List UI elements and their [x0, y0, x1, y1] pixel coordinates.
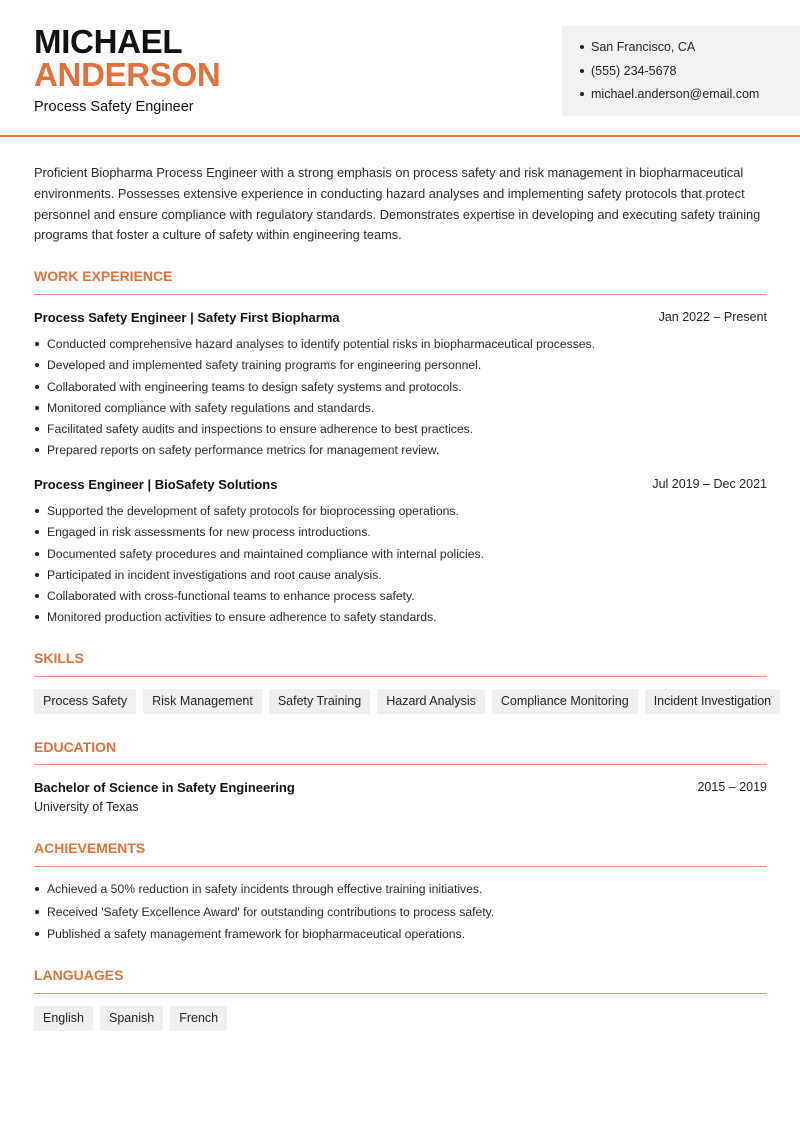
- job-title-2: Process Engineer | BioSafety Solutions: [34, 477, 278, 492]
- last-name: ANDERSON: [34, 56, 221, 93]
- skill-chip: Compliance Monitoring: [492, 689, 638, 714]
- education-date: 2015 – 2019: [697, 780, 767, 794]
- section-title-education: EDUCATION: [34, 739, 117, 755]
- job-bullets-1: [34, 335, 767, 463]
- skill-chip: Hazard Analysis: [377, 689, 485, 714]
- skills-list: [34, 689, 780, 714]
- list-item: Documented safety procedures and maintained compliance with internal policies.: [34, 545, 767, 566]
- job-bullets-2: [34, 502, 767, 630]
- section-divider: [34, 993, 767, 994]
- contact-location: San Francisco, CA: [580, 38, 800, 62]
- list-item: Published a safety management framework for biopharmaceutical operations.: [34, 925, 767, 948]
- skill-chip: Incident Investigation: [645, 689, 780, 714]
- section-divider: [34, 294, 767, 295]
- job-date-1: Jan 2022 – Present: [658, 310, 767, 324]
- section-divider: [34, 676, 767, 677]
- job-date-2: Jul 2019 – Dec 2021: [652, 477, 767, 491]
- first-name: MICHAEL: [34, 23, 183, 60]
- section-divider: [34, 866, 767, 867]
- languages-list: [34, 1006, 227, 1031]
- degree: Bachelor of Science in Safety Engineering: [34, 780, 295, 795]
- list-item: Monitored production activities to ensure adherence to safety standards.: [34, 608, 767, 629]
- list-item: Received 'Safety Excellence Award' for outstanding contributions to process safety.: [34, 903, 767, 926]
- language-chip: English: [34, 1006, 93, 1031]
- list-item: Conducted comprehensive hazard analyses to identify potential risks in biopharmaceutical processes.: [34, 335, 767, 356]
- section-title-achievements: ACHIEVEMENTS: [34, 840, 146, 856]
- contact-phone: (555) 234-5678: [580, 62, 800, 86]
- list-item: Collaborated with engineering teams to design safety systems and protocols.: [34, 378, 767, 399]
- skill-chip: Safety Training: [269, 689, 370, 714]
- list-item: Developed and implemented safety training programs for engineering personnel.: [34, 356, 767, 377]
- contact-box: [562, 26, 800, 116]
- list-item: Facilitated safety audits and inspections to ensure adherence to best practices.: [34, 420, 767, 441]
- section-title-skills: SKILLS: [34, 650, 84, 666]
- list-item: Participated in incident investigations and root cause analysis.: [34, 566, 767, 587]
- language-chip: Spanish: [100, 1006, 163, 1031]
- list-item: Collaborated with cross-functional teams to enhance process safety.: [34, 587, 767, 608]
- list-item: Supported the development of safety protocols for bioprocessing operations.: [34, 502, 767, 523]
- language-chip: French: [170, 1006, 227, 1031]
- list-item: Prepared reports on safety performance metrics for management review.: [34, 441, 767, 462]
- summary: Proficient Biopharma Process Engineer with a strong emphasis on process safety and risk management in biopharmaceutical environments. Possesses extensive experience in conducting hazard analyses and implementing safety protocols that protect personnel and ensure compliance with regulatory standards. Demonstrates expertise in developing and executing safety training programs that foster a culture of safety within engineering teams.: [34, 165, 761, 243]
- list-item: Engaged in risk assessments for new process introductions.: [34, 523, 767, 544]
- contact-email[interactable]: michael.anderson@email.com: [580, 85, 800, 109]
- job-title: Process Safety Engineer: [34, 99, 194, 115]
- skill-chip: Risk Management: [143, 689, 262, 714]
- list-item: Achieved a 50% reduction in safety incidents through effective training initiatives.: [34, 880, 767, 903]
- school: University of Texas: [34, 800, 139, 814]
- resume-header: [0, 0, 800, 137]
- skill-chip: Process Safety: [34, 689, 136, 714]
- section-divider: [34, 764, 767, 765]
- job-title-1: Process Safety Engineer | Safety First Biopharma: [34, 310, 340, 325]
- section-title-experience: WORK EXPERIENCE: [34, 268, 173, 284]
- list-item: Monitored compliance with safety regulations and standards.: [34, 399, 767, 420]
- section-title-languages: LANGUAGES: [34, 967, 124, 983]
- achievements-list: [34, 880, 767, 948]
